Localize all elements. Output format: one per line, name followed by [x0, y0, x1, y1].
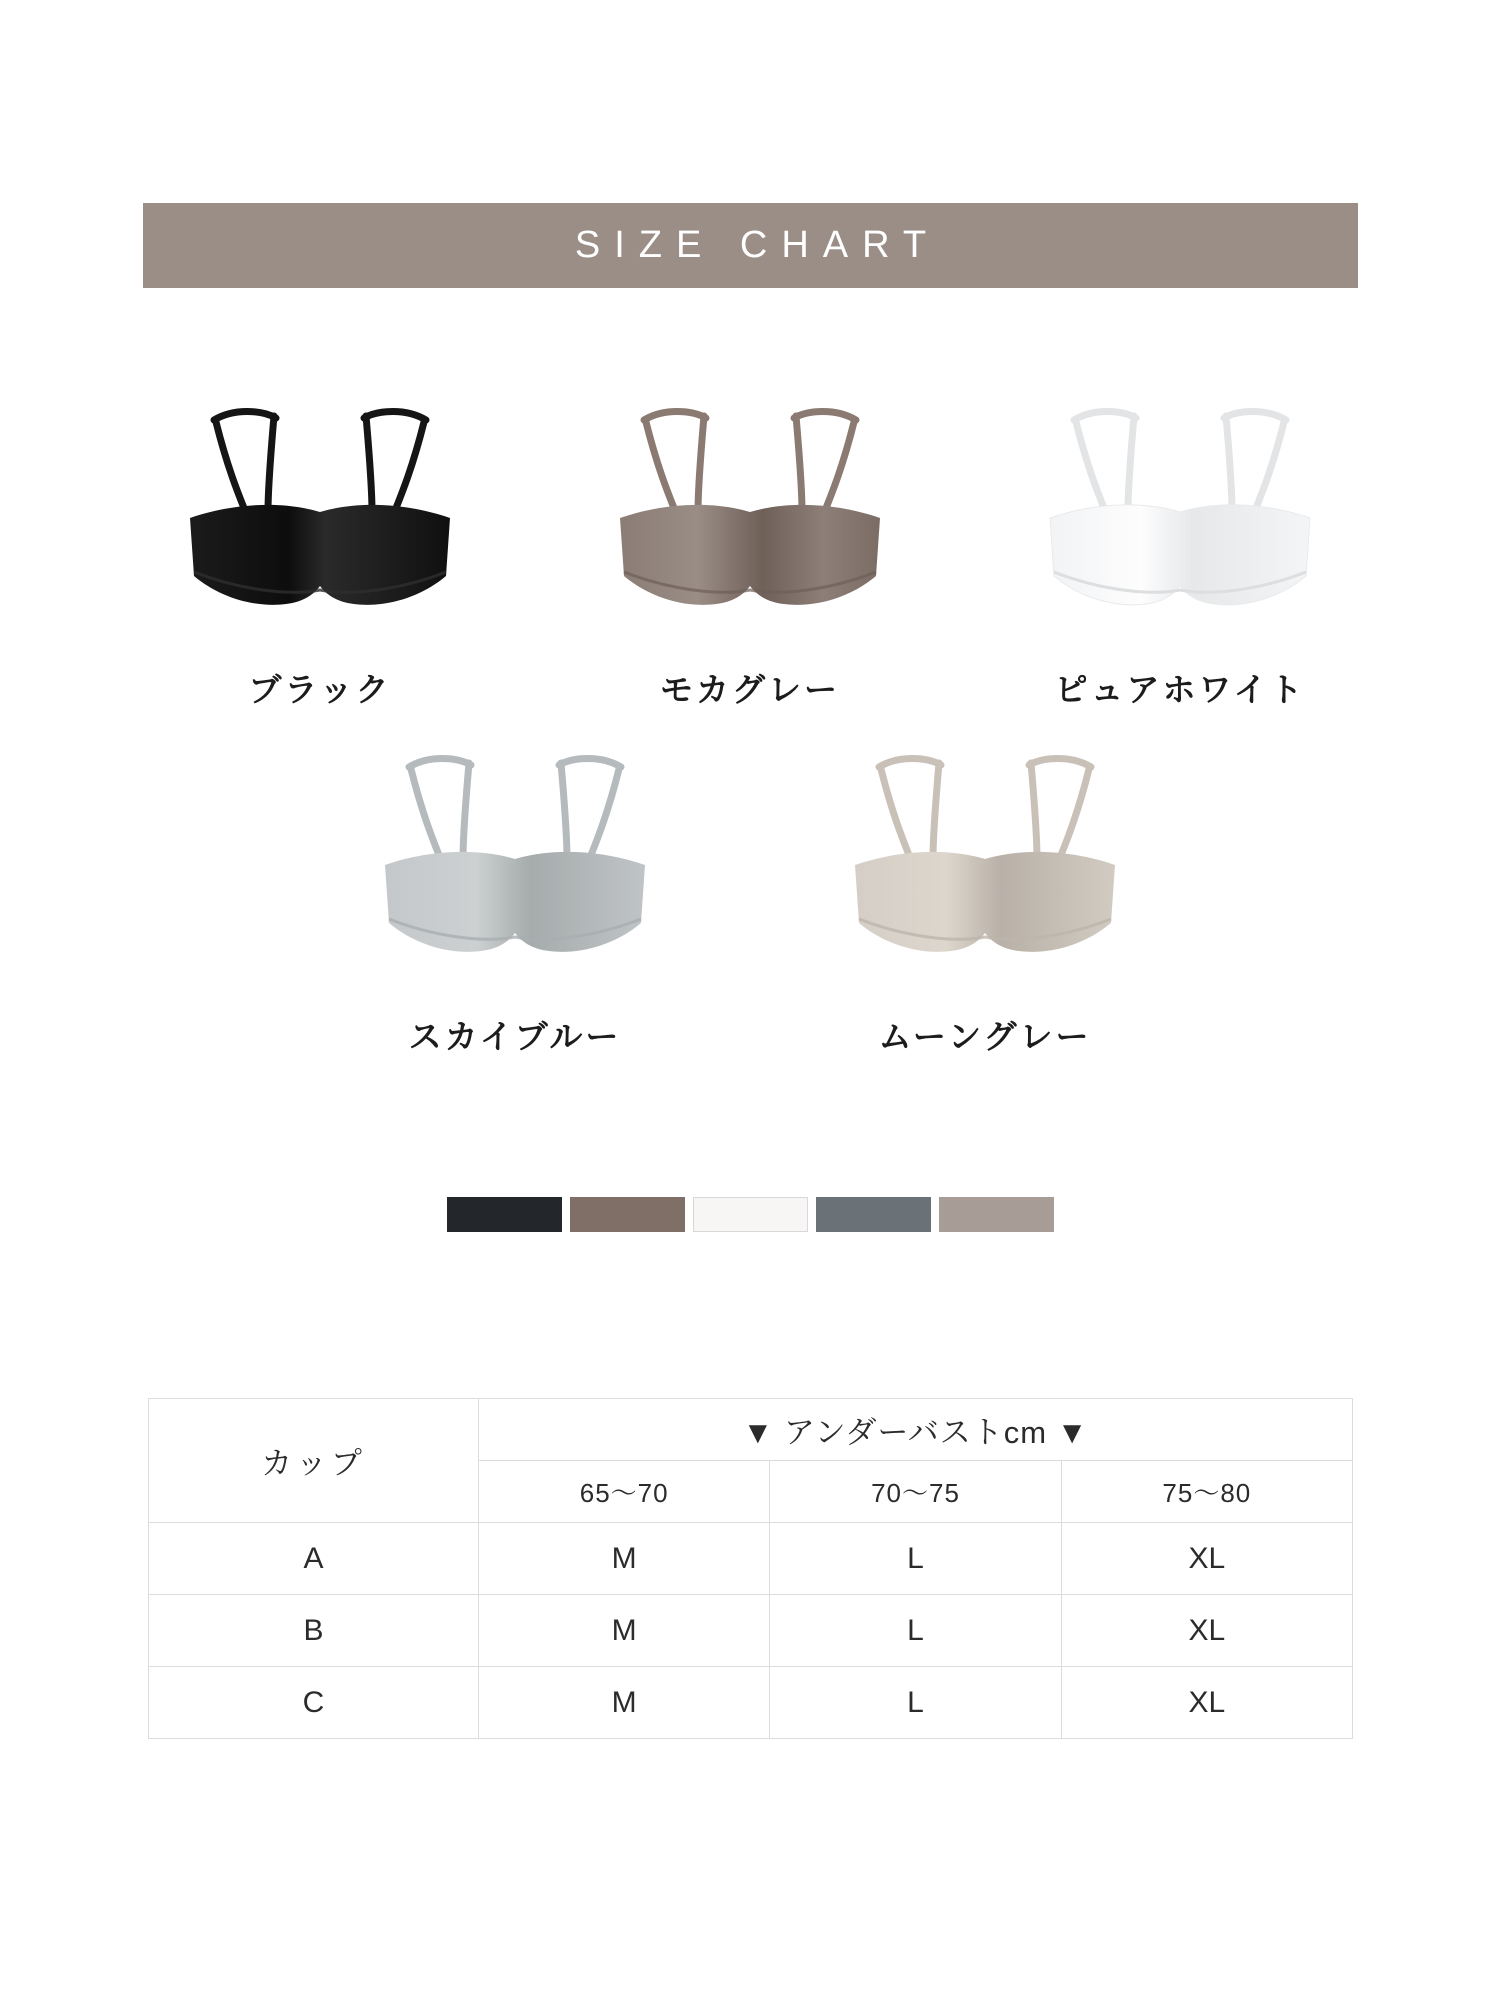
size-table [148, 1398, 1353, 1739]
cup-label-b: B [149, 1595, 479, 1667]
size-cell: XL [1061, 1595, 1352, 1667]
product-item-moon-gray[interactable] [820, 747, 1150, 1058]
size-cell: M [479, 1667, 770, 1739]
size-cell: M [479, 1595, 770, 1667]
bra-icon [835, 747, 1135, 997]
product-row-2 [0, 747, 1500, 1058]
product-item-sky-blue[interactable] [350, 747, 680, 1058]
cup-label-a: A [149, 1523, 479, 1595]
product-name: モカグレー [660, 671, 840, 708]
product-color-gallery [0, 400, 1500, 1058]
column-header-75-80: 75〜80 [1061, 1461, 1352, 1523]
cup-header: カップ [149, 1399, 479, 1523]
bra-icon [1030, 400, 1330, 650]
size-table-wrapper [148, 1398, 1353, 1739]
mocha-gray-swatch[interactable] [570, 1197, 685, 1232]
color-swatch-bar [0, 1197, 1500, 1232]
column-header-70-75: 70〜75 [770, 1461, 1061, 1523]
moon-gray-swatch[interactable] [939, 1197, 1054, 1232]
product-name: ピュアホワイト [1054, 671, 1306, 708]
table-row [149, 1667, 1353, 1739]
size-cell: L [770, 1667, 1061, 1739]
size-cell: M [479, 1523, 770, 1595]
size-cell: XL [1061, 1523, 1352, 1595]
product-item-pure-white[interactable] [1015, 400, 1345, 711]
table-row [149, 1595, 1353, 1667]
table-row [149, 1523, 1353, 1595]
under-bust-header: ▼ アンダーバストcm ▼ [479, 1399, 1353, 1461]
size-chart-banner [143, 203, 1358, 288]
size-cell: L [770, 1523, 1061, 1595]
bra-icon [365, 747, 665, 997]
table-head-row [149, 1399, 1353, 1461]
black-swatch[interactable] [447, 1197, 562, 1232]
size-cell: L [770, 1595, 1061, 1667]
bra-icon [170, 400, 470, 650]
sky-blue-swatch[interactable] [816, 1197, 931, 1232]
pure-white-swatch[interactable] [693, 1197, 808, 1232]
column-header-65-70: 65〜70 [479, 1461, 770, 1523]
product-item-black[interactable] [155, 400, 485, 711]
product-name: ブラック [248, 671, 392, 708]
product-name: スカイブルー [408, 1018, 622, 1055]
size-cell: XL [1061, 1667, 1352, 1739]
product-row-1 [0, 400, 1500, 711]
product-name: ムーングレー [878, 1018, 1092, 1055]
page-title: SIZE CHART [574, 224, 941, 266]
cup-label-c: C [149, 1667, 479, 1739]
bra-icon [600, 400, 900, 650]
product-item-mocha-gray[interactable] [585, 400, 915, 711]
